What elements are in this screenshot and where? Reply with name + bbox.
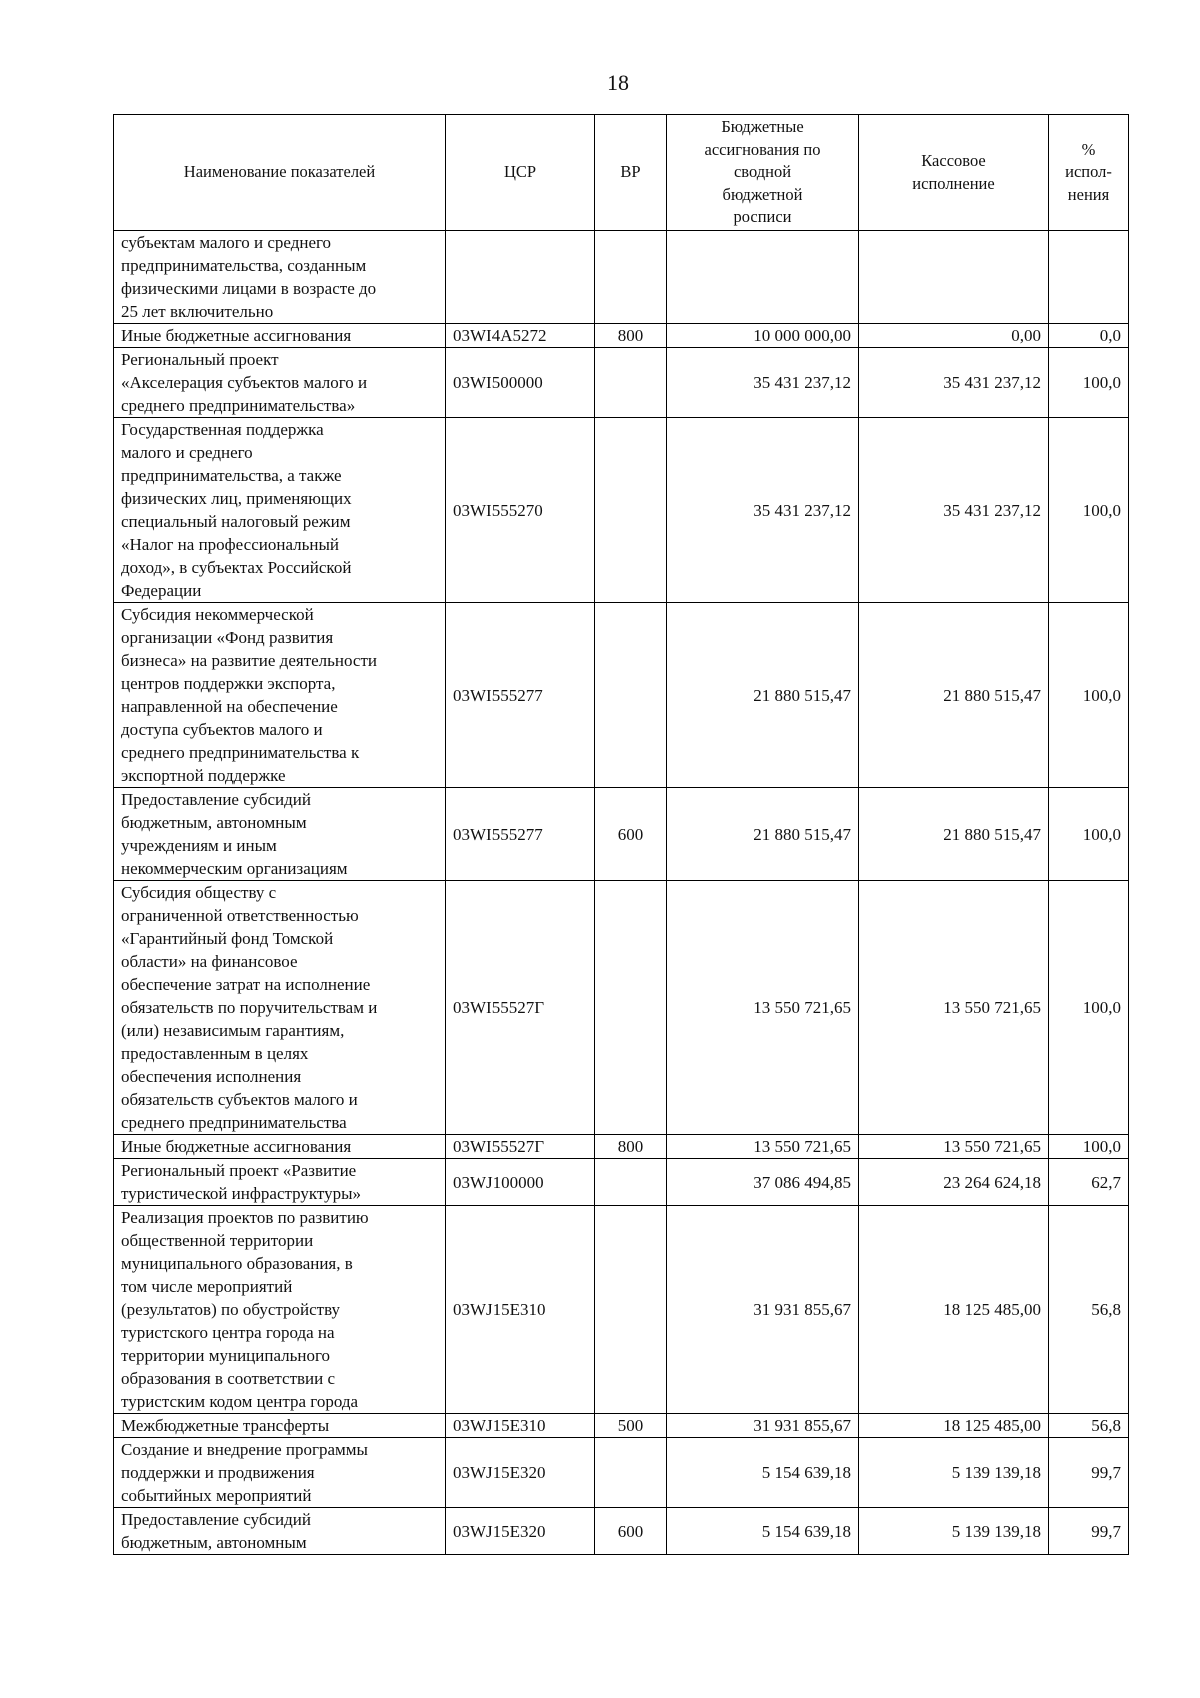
row-csr-cell — [446, 231, 595, 324]
row-vr-cell — [595, 418, 667, 603]
row-name-cell: Реализация проектов по развитию общественной территории муниципального образования, в том числе мероприятий (результатов) по обустройству туристского центра города на территории муниципального образования в соответствии с туристским кодом центра города — [114, 1206, 446, 1414]
table-row — [114, 1414, 1129, 1438]
budget-execution-table — [113, 114, 1129, 1555]
table-header-row — [114, 115, 1129, 231]
row-name-cell: Предоставление субсидий бюджетным, автономным учреждениям и иным некоммерческим организациям — [114, 788, 446, 881]
row-assignment-cell: 13 550 721,65 — [667, 1135, 859, 1159]
row-csr-cell: 03WI555277 — [446, 603, 595, 788]
row-vr-cell — [595, 1159, 667, 1206]
header-csr: ЦСР — [446, 115, 595, 231]
header-name: Наименование показателей — [114, 115, 446, 231]
row-assignment-cell: 35 431 237,12 — [667, 348, 859, 418]
row-name-cell: Предоставление субсидий бюджетным, автономным — [114, 1508, 446, 1555]
row-name-cell: Субсидия обществу с ограниченной ответственностью «Гарантийный фонд Томской области» на финансовое обеспечение затрат на исполнение обязательств по поручительствам и (или) независимым гарантиям, предоставленным в целях обеспечения исполнения обязательств субъектов малого и среднего предпринимательства — [114, 881, 446, 1135]
row-percent-cell: 99,7 — [1049, 1438, 1129, 1508]
table-body — [114, 231, 1129, 1555]
row-name-cell: Субсидия некоммерческой организации «Фонд развития бизнеса» на развитие деятельности центров поддержки экспорта, направленной на обеспечение доступа субъектов малого и среднего предпринимательства к экспортной поддержке — [114, 603, 446, 788]
row-percent-cell: 100,0 — [1049, 603, 1129, 788]
page-number: 18 — [607, 70, 629, 95]
row-vr-cell — [595, 1206, 667, 1414]
row-name-cell: субъектам малого и среднего предпринимательства, созданным физическими лицами в возрасте до 25 лет включительно — [114, 231, 446, 324]
row-vr-cell — [595, 348, 667, 418]
row-csr-cell: 03WJ15E320 — [446, 1438, 595, 1508]
row-percent-cell: 0,0 — [1049, 324, 1129, 348]
row-csr-cell: 03WI555277 — [446, 788, 595, 881]
header-cash-execution: Кассовое исполнение — [859, 115, 1049, 231]
row-vr-cell — [595, 603, 667, 788]
row-vr-cell — [595, 231, 667, 324]
row-cash-execution-cell: 35 431 237,12 — [859, 418, 1049, 603]
table-row — [114, 1206, 1129, 1414]
row-csr-cell: 03WI500000 — [446, 348, 595, 418]
table-row — [114, 324, 1129, 348]
row-vr-cell: 800 — [595, 1135, 667, 1159]
table-row — [114, 788, 1129, 881]
row-percent-cell: 100,0 — [1049, 348, 1129, 418]
row-name-cell: Создание и внедрение программы поддержки и продвижения событийных мероприятий — [114, 1438, 446, 1508]
row-vr-cell: 600 — [595, 788, 667, 881]
row-percent-cell — [1049, 231, 1129, 324]
row-percent-cell: 56,8 — [1049, 1414, 1129, 1438]
row-cash-execution-cell: 0,00 — [859, 324, 1049, 348]
table-row — [114, 603, 1129, 788]
row-percent-cell: 99,7 — [1049, 1508, 1129, 1555]
row-percent-cell: 100,0 — [1049, 881, 1129, 1135]
row-assignment-cell: 5 154 639,18 — [667, 1438, 859, 1508]
row-percent-cell: 100,0 — [1049, 1135, 1129, 1159]
row-vr-cell: 500 — [595, 1414, 667, 1438]
row-csr-cell: 03WJ15E320 — [446, 1508, 595, 1555]
row-cash-execution-cell — [859, 231, 1049, 324]
row-csr-cell: 03WI55527Г — [446, 1135, 595, 1159]
row-cash-execution-cell: 23 264 624,18 — [859, 1159, 1049, 1206]
row-cash-execution-cell: 5 139 139,18 — [859, 1438, 1049, 1508]
row-cash-execution-cell: 13 550 721,65 — [859, 881, 1049, 1135]
row-name-cell: Региональный проект «Акселерация субъектов малого и среднего предпринимательства» — [114, 348, 446, 418]
row-name-cell: Иные бюджетные ассигнования — [114, 324, 446, 348]
row-cash-execution-cell: 18 125 485,00 — [859, 1414, 1049, 1438]
row-assignment-cell: 13 550 721,65 — [667, 881, 859, 1135]
table-row — [114, 231, 1129, 324]
row-cash-execution-cell: 21 880 515,47 — [859, 788, 1049, 881]
row-csr-cell: 03WI4A5272 — [446, 324, 595, 348]
row-percent-cell: 56,8 — [1049, 1206, 1129, 1414]
row-cash-execution-cell: 21 880 515,47 — [859, 603, 1049, 788]
row-csr-cell: 03WI555270 — [446, 418, 595, 603]
row-assignment-cell: 21 880 515,47 — [667, 603, 859, 788]
table-row — [114, 1159, 1129, 1206]
row-name-cell: Иные бюджетные ассигнования — [114, 1135, 446, 1159]
row-name-cell: Государственная поддержка малого и среднего предпринимательства, а также физических лиц, применяющих специальный налоговый режим «Налог на профессиональный доход», в субъектах Российской Федерации — [114, 418, 446, 603]
row-cash-execution-cell: 18 125 485,00 — [859, 1206, 1049, 1414]
row-name-cell: Межбюджетные трансферты — [114, 1414, 446, 1438]
table-row — [114, 881, 1129, 1135]
row-assignment-cell: 5 154 639,18 — [667, 1508, 859, 1555]
row-assignment-cell: 35 431 237,12 — [667, 418, 859, 603]
row-cash-execution-cell: 5 139 139,18 — [859, 1508, 1049, 1555]
row-assignment-cell: 21 880 515,47 — [667, 788, 859, 881]
row-vr-cell: 800 — [595, 324, 667, 348]
row-percent-cell: 100,0 — [1049, 418, 1129, 603]
row-percent-cell: 100,0 — [1049, 788, 1129, 881]
table-row — [114, 1508, 1129, 1555]
row-assignment-cell: 31 931 855,67 — [667, 1206, 859, 1414]
row-vr-cell: 600 — [595, 1508, 667, 1555]
row-vr-cell — [595, 881, 667, 1135]
header-vr: ВР — [595, 115, 667, 231]
row-assignment-cell: 10 000 000,00 — [667, 324, 859, 348]
row-vr-cell — [595, 1438, 667, 1508]
row-cash-execution-cell: 13 550 721,65 — [859, 1135, 1049, 1159]
header-assignments: Бюджетные ассигнования по сводной бюджетной росписи — [667, 115, 859, 231]
row-name-cell: Региональный проект «Развитие туристической инфраструктуры» — [114, 1159, 446, 1206]
row-assignment-cell: 37 086 494,85 — [667, 1159, 859, 1206]
row-percent-cell: 62,7 — [1049, 1159, 1129, 1206]
row-cash-execution-cell: 35 431 237,12 — [859, 348, 1049, 418]
row-csr-cell: 03WI55527Г — [446, 881, 595, 1135]
row-assignment-cell: 31 931 855,67 — [667, 1414, 859, 1438]
table-row — [114, 348, 1129, 418]
row-csr-cell: 03WJ15E310 — [446, 1206, 595, 1414]
table-row — [114, 418, 1129, 603]
table-row — [114, 1438, 1129, 1508]
header-execution-percent: % испол- нения — [1049, 115, 1129, 231]
row-csr-cell: 03WJ100000 — [446, 1159, 595, 1206]
row-csr-cell: 03WJ15E310 — [446, 1414, 595, 1438]
table-row — [114, 1135, 1129, 1159]
row-assignment-cell — [667, 231, 859, 324]
